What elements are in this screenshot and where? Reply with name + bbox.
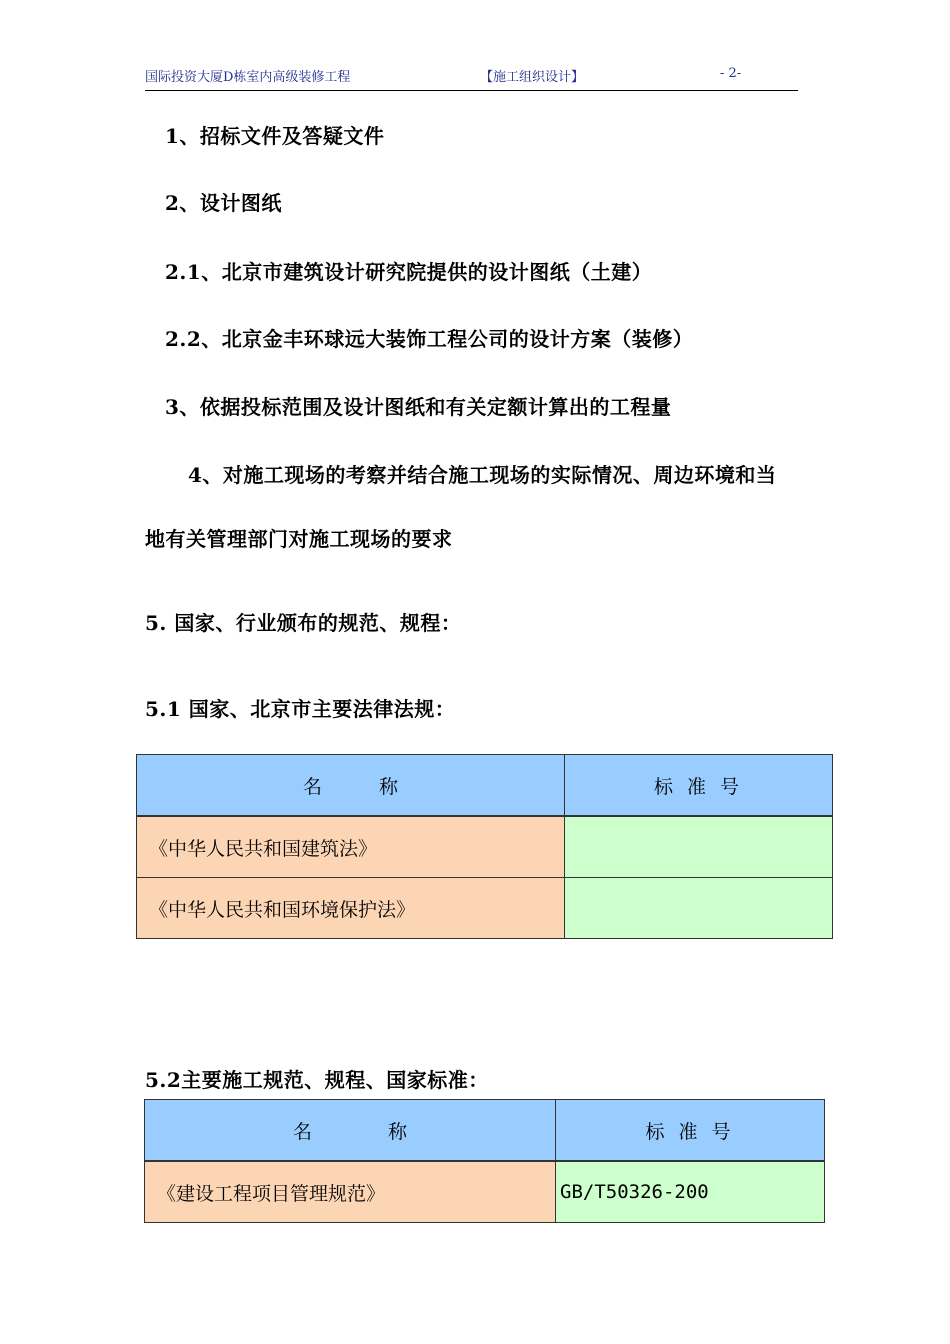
specifications-table	[144, 1099, 825, 1223]
column-header-name: 名 称	[137, 755, 565, 817]
item-5-1-laws-heading: 5.1 国家、北京市主要法律法规：	[145, 697, 456, 721]
table-header-row	[145, 1100, 825, 1162]
standard-number-cell: GB/T50326-200	[556, 1161, 825, 1223]
standard-number-cell	[565, 878, 833, 939]
law-name-cell: 《中华人民共和国环境保护法》	[137, 878, 565, 939]
item-5-standards-heading: 5. 国家、行业颁布的规范、规程：	[145, 611, 462, 635]
laws-table	[136, 754, 833, 939]
table-row	[137, 816, 833, 878]
header-section-title: 【施工组织设计】	[480, 70, 585, 85]
item-5-2-specifications-heading: 5.2主要施工规范、规程、国家标准：	[145, 1068, 489, 1092]
header-divider	[145, 90, 798, 91]
item-2-design-drawings: 2、设计图纸	[165, 191, 282, 215]
item-2-1-civil-drawings: 2.1、北京市建筑设计研究院提供的设计图纸（土建）	[165, 260, 653, 284]
item-3-quantities: 3、依据投标范围及设计图纸和有关定额计算出的工程量	[165, 395, 672, 419]
law-name-cell: 《中华人民共和国建筑法》	[137, 816, 565, 878]
item-4-line-2: 地有关管理部门对施工现场的要求	[145, 527, 453, 551]
header-page-number: - 2-	[720, 66, 742, 81]
standard-number-cell	[565, 816, 833, 878]
item-1-bidding-documents: 1、招标文件及答疑文件	[165, 124, 385, 148]
table-row	[137, 878, 833, 939]
header-document-title: 国际投资大厦D栋室内高级装修工程	[145, 70, 351, 85]
table-row	[145, 1161, 825, 1223]
column-header-name: 名 称	[145, 1100, 556, 1162]
table-header-row	[137, 755, 833, 817]
column-header-standard-number: 标 准 号	[565, 755, 833, 817]
item-4-line-1: 4、对施工现场的考察并结合施工现场的实际情况、周边环境和当	[188, 463, 777, 487]
column-header-standard-number: 标 准 号	[556, 1100, 825, 1162]
item-2-2-decoration-scheme: 2.2、北京金丰环球远大装饰工程公司的设计方案（装修）	[165, 327, 694, 351]
specification-name-cell: 《建设工程项目管理规范》	[145, 1161, 556, 1223]
